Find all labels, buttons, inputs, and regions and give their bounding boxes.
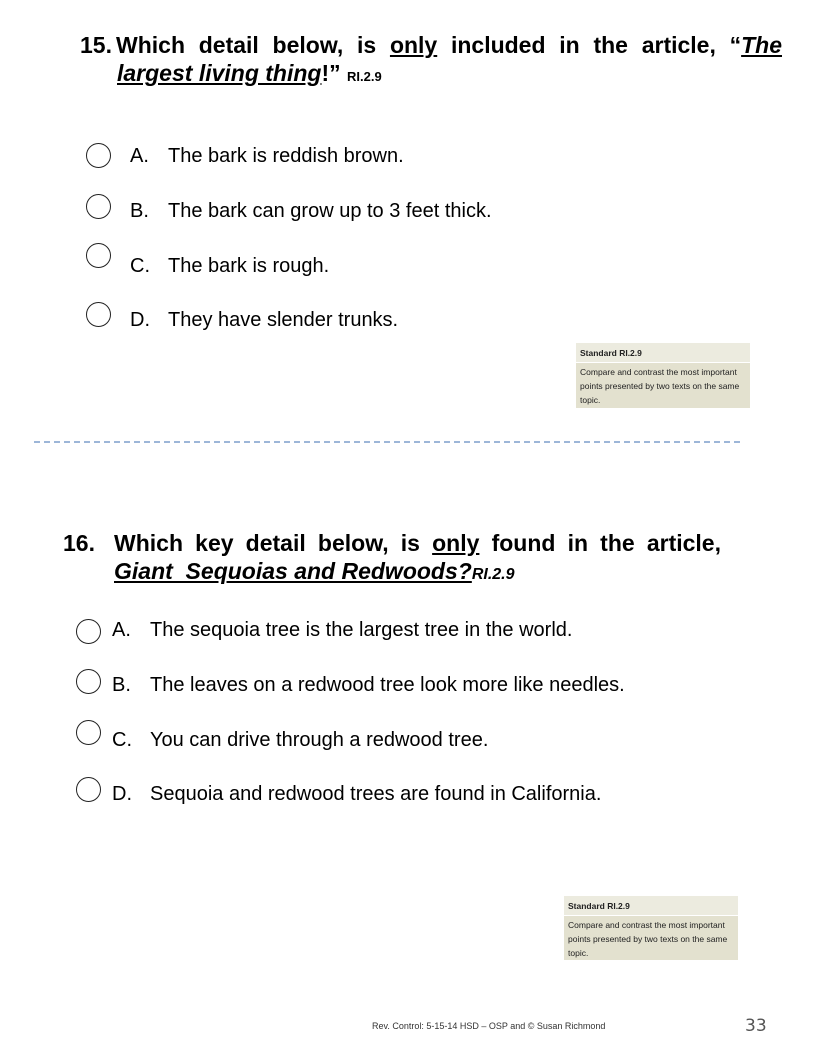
q16-option-c-bubble[interactable] [76, 720, 101, 745]
q16-option-b-text: The leaves on a redwood tree look more like needles. [150, 674, 625, 696]
q16-standard-box-title: Standard RI.2.9 [564, 896, 738, 916]
q16-option-c-text: You can drive through a redwood tree. [150, 729, 489, 751]
question-15-standard: RI.2.9 [347, 69, 382, 84]
q15-standard-box [576, 343, 750, 408]
q16-option-d[interactable] [112, 782, 601, 806]
footer-rev-control: Rev. Control: 5-15-14 HSD – OSP and © Susan Richmond [372, 1021, 606, 1031]
question-15-only: only [389, 32, 438, 58]
question-16-text-pre: Which key detail below, is [114, 530, 433, 556]
question-16-only: only [432, 530, 480, 556]
question-16-number: 16. [63, 530, 95, 556]
question-16-standard: RI.2.9 [471, 566, 515, 583]
q15-option-a-letter: A. [130, 145, 149, 167]
q16-standard-box [564, 896, 738, 960]
question-15-text-pre: Which detail below, is [116, 32, 390, 58]
q16-option-b-bubble[interactable] [76, 669, 101, 694]
q16-option-a-bubble[interactable] [76, 619, 101, 644]
q16-option-a-letter: A. [112, 619, 131, 641]
q15-option-b[interactable] [130, 199, 492, 223]
q15-option-b-letter: B. [130, 200, 149, 222]
q16-option-c-letter: C. [112, 729, 132, 751]
question-15-text-post: !” [321, 60, 348, 86]
q15-standard-box-body: Compare and contrast the most important points presented by two texts on the same topic. [580, 367, 740, 405]
q16-option-c[interactable] [112, 728, 488, 752]
q15-option-a[interactable] [130, 144, 404, 168]
question-16-text-mid: found in the article, [479, 530, 721, 556]
q15-option-b-text: The bark can grow up to 3 feet thick. [168, 200, 492, 222]
q15-option-b-bubble[interactable] [86, 194, 111, 219]
q16-option-b-letter: B. [112, 674, 131, 696]
question-16-title [63, 529, 721, 589]
question-15-article-title: largest living thing [117, 60, 322, 86]
q15-option-c-text: The bark is rough. [168, 255, 330, 277]
q15-option-c[interactable] [130, 254, 329, 278]
q16-standard-box-body: Compare and contrast the most important points presented by two texts on the same topic. [568, 920, 728, 958]
q15-option-d[interactable] [130, 308, 398, 332]
question-15-title: 15. Which detail below, is only included in the article, “The largest living thing!” RI.2.9 [80, 32, 782, 86]
q16-option-b[interactable] [112, 673, 625, 697]
q15-standard-box-title: Standard RI.2.9 [576, 343, 750, 363]
q16-option-a-text: The sequoia tree is the largest tree in the world. [150, 619, 573, 641]
q15-option-d-bubble[interactable] [86, 302, 111, 327]
question-15-text-mid: included in the article, “ [437, 32, 742, 58]
q15-option-d-letter: D. [130, 309, 150, 331]
section-divider [34, 441, 740, 443]
q16-option-a[interactable] [112, 618, 572, 642]
question-16-article-title: Giant Sequoias and Redwoods? [114, 558, 472, 584]
q15-option-c-letter: C. [130, 255, 150, 277]
q15-option-c-bubble[interactable] [86, 243, 111, 268]
q15-option-d-text: They have slender trunks. [168, 309, 399, 331]
page-number: 33 [745, 1016, 767, 1036]
q15-option-a-text: The bark is reddish brown. [168, 145, 404, 167]
question-15-number: 15. [80, 32, 112, 58]
q16-option-d-bubble[interactable] [76, 777, 101, 802]
q16-option-d-text: Sequoia and redwood trees are found in California. [150, 783, 602, 805]
q15-option-a-bubble[interactable] [86, 143, 111, 168]
q16-option-d-letter: D. [112, 783, 132, 805]
